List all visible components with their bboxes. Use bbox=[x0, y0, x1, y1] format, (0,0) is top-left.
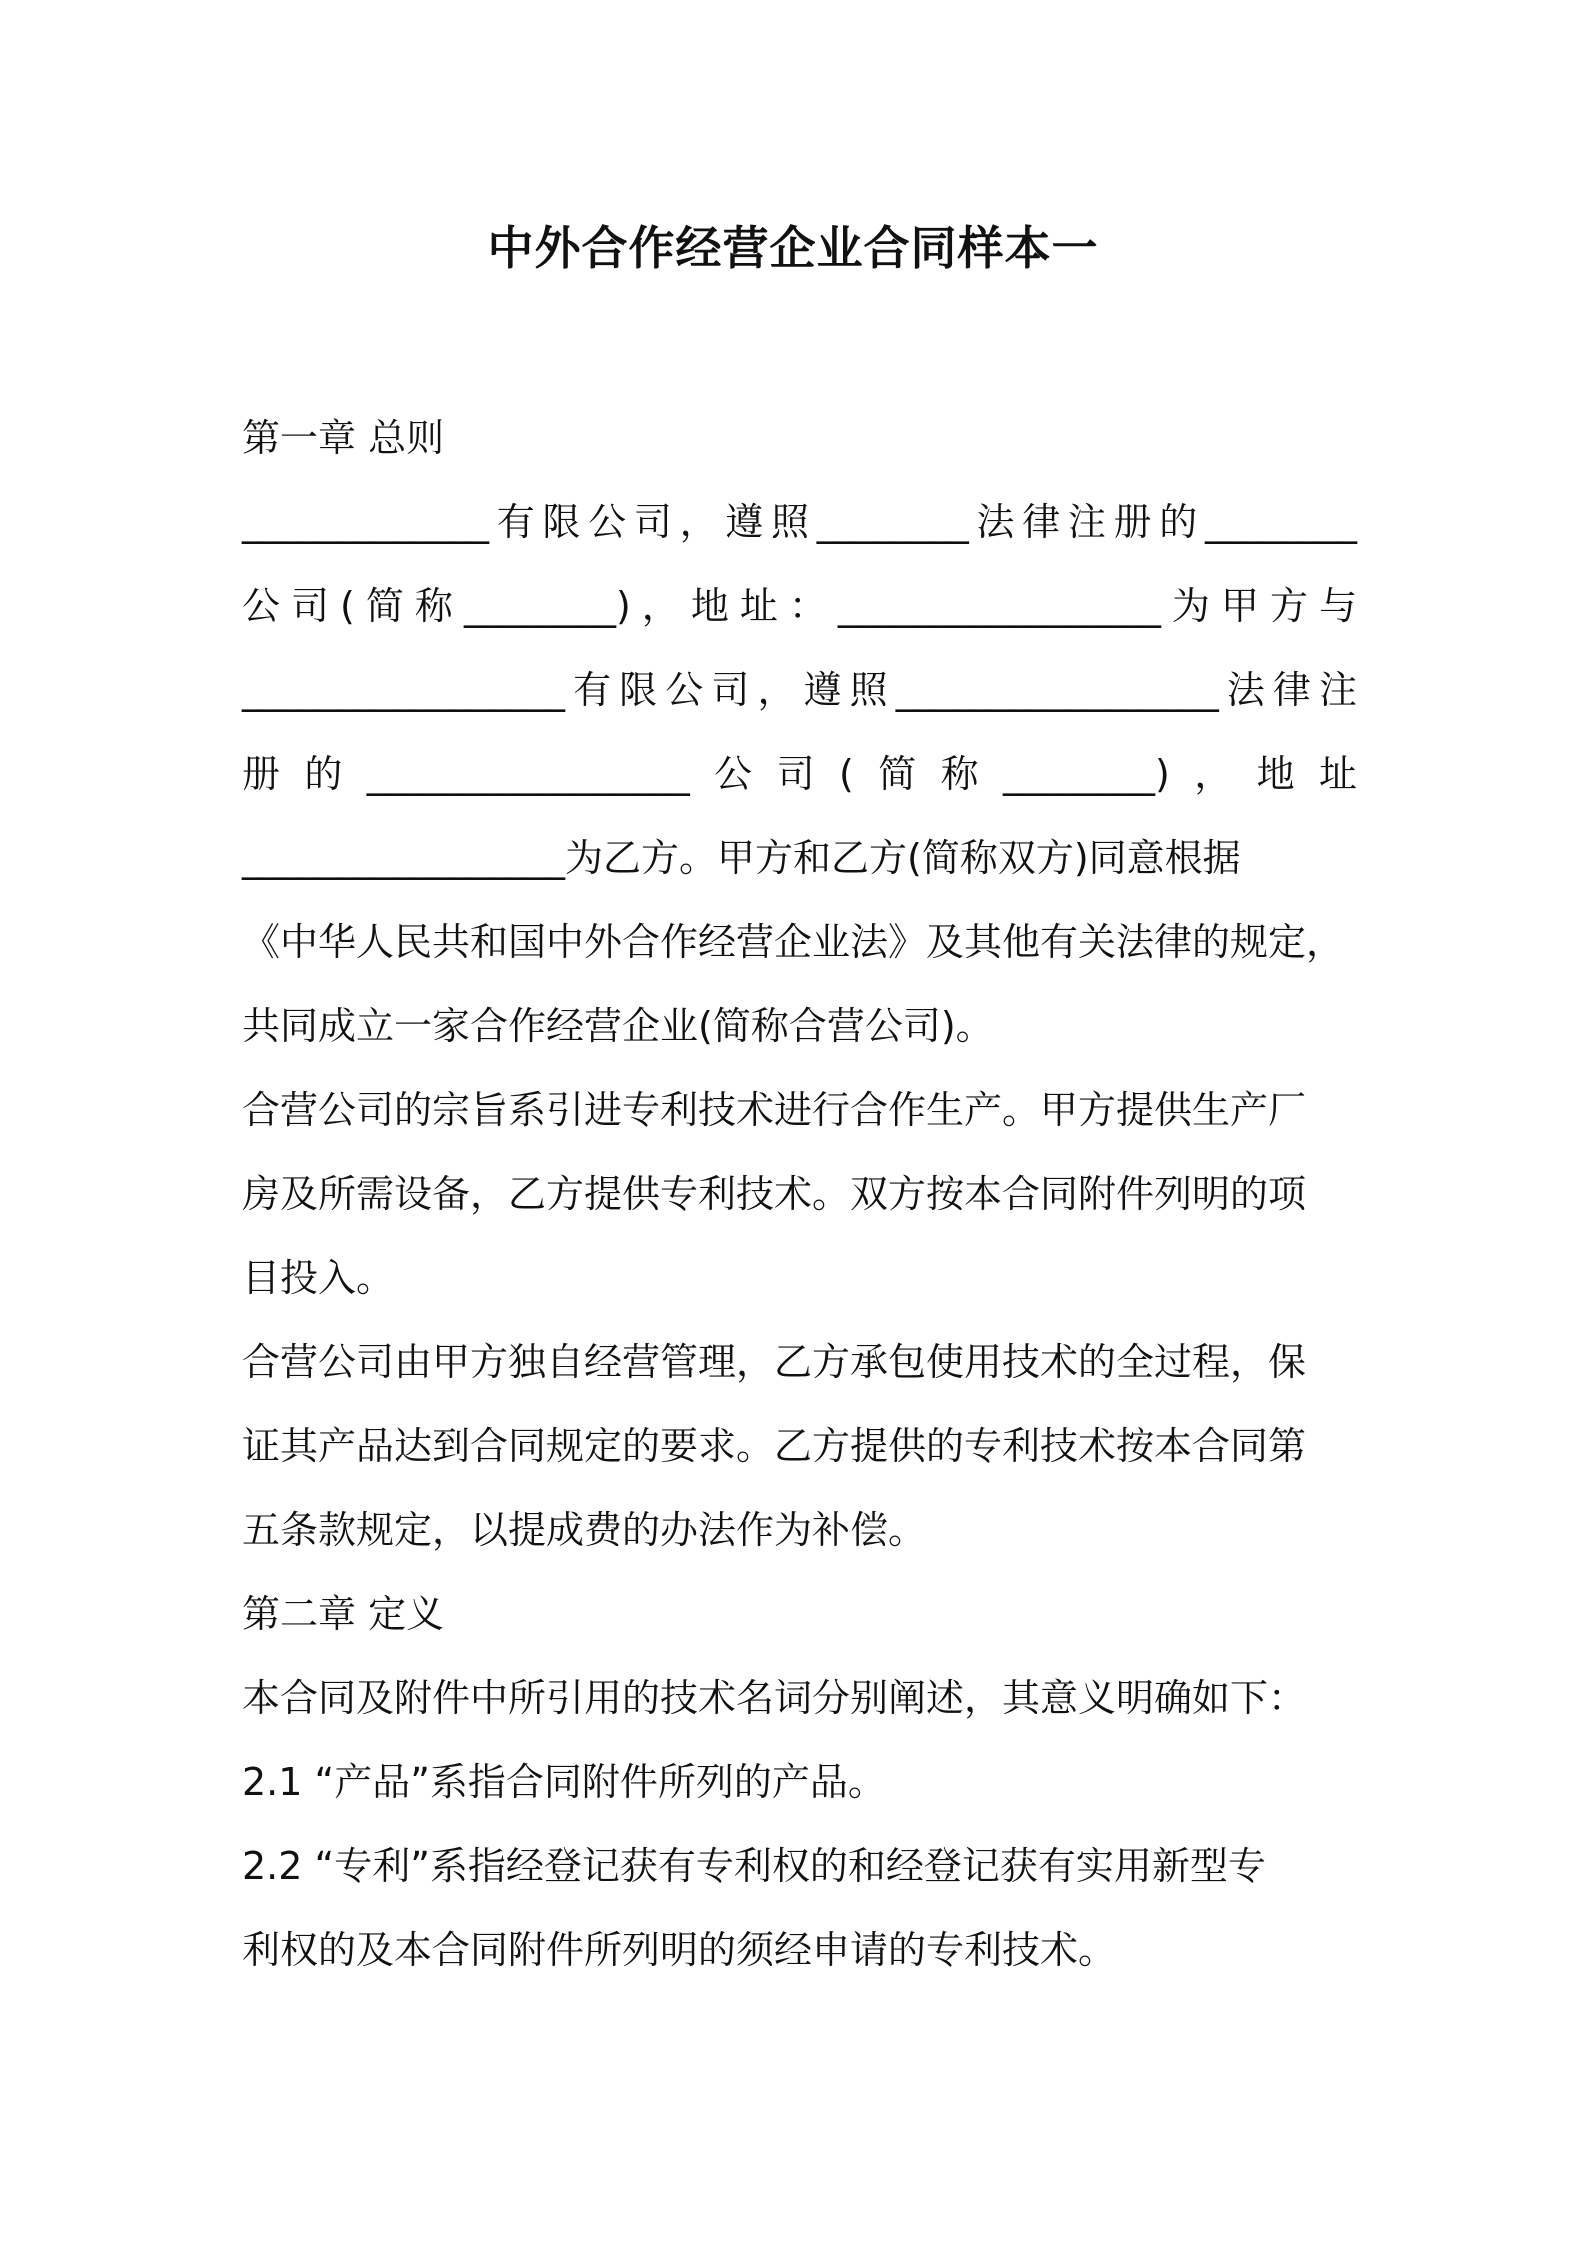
paragraph-line: 本合同及附件中所引用的技术名词分别阐述，其意义明确如下： bbox=[242, 1676, 1307, 1720]
paragraph-line: 房及所需设备，乙方提供专利技术。双方按本合同附件列明的项 bbox=[242, 1172, 1307, 1216]
definition-2-2-continued: 利权的及本合同附件所列明的须经申请的专利技术。 bbox=[242, 1928, 1117, 1972]
paragraph-line: 册的_________________公司(简称________)，地址 bbox=[242, 752, 1357, 796]
paragraph-line: 公司(简称________)，地址：_________________为甲方与 bbox=[242, 584, 1357, 628]
paragraph-line: 目投入。 bbox=[242, 1256, 395, 1300]
paragraph-line: _____________有限公司，遵照________法律注册的________ bbox=[242, 500, 1357, 544]
paragraph-line: 共同成立一家合作经营企业(简称合营公司)。 bbox=[242, 1004, 994, 1048]
chapter-1-heading: 第一章 总则 bbox=[242, 416, 445, 460]
paragraph-line: 合营公司的宗旨系引进专利技术进行合作生产。甲方提供生产厂 bbox=[242, 1088, 1307, 1132]
chapter-2-heading: 第二章 定义 bbox=[242, 1592, 445, 1636]
paragraph-line: _________________有限公司，遵照_________________法律注 bbox=[242, 668, 1357, 712]
paragraph-line: 五条款规定，以提成费的办法作为补偿。 bbox=[242, 1508, 927, 1552]
definition-2-2: 2.2 “专利”系指经登记获有专利权的和经登记获有实用新型专 bbox=[242, 1844, 1266, 1888]
definition-2-1: 2.1 “产品”系指合同附件所列的产品。 bbox=[242, 1760, 886, 1804]
document-title: 中外合作经营企业合同样本一 bbox=[487, 221, 1099, 275]
paragraph-line: 合营公司由甲方独自经营管理，乙方承包使用技术的全过程，保 bbox=[242, 1340, 1307, 1384]
paragraph-line: _________________为乙方。甲方和乙方(简称双方)同意根据 bbox=[242, 836, 1241, 880]
paragraph-line: 《中华人民共和国中外合作经营企业法》及其他有关法律的规定， bbox=[242, 920, 1345, 964]
paragraph-line: 证其产品达到合同规定的要求。乙方提供的专利技术按本合同第 bbox=[242, 1424, 1307, 1468]
